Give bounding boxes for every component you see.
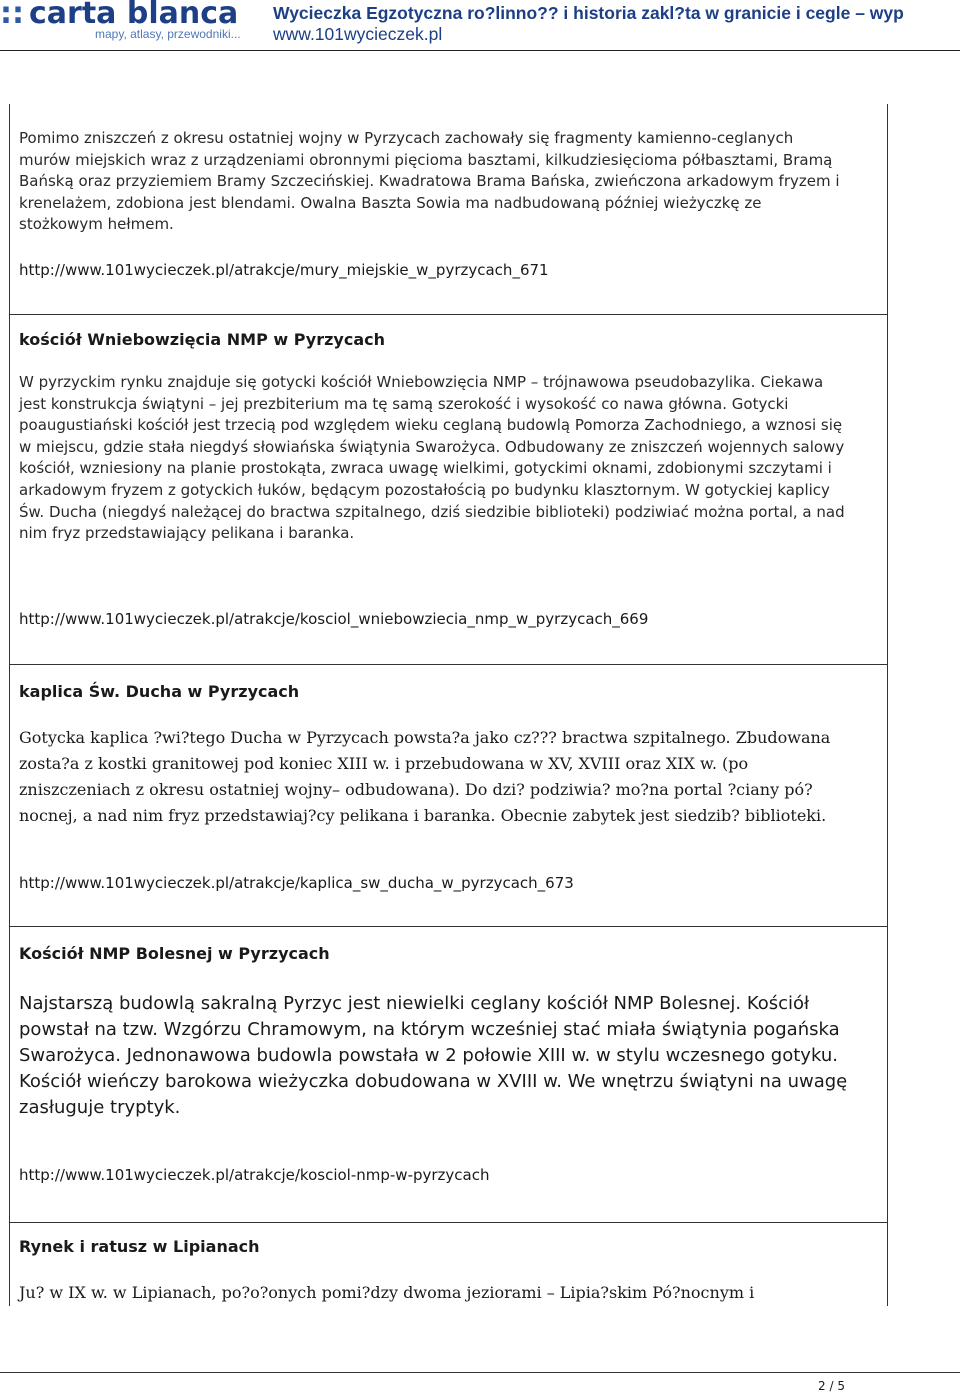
content-frame — [9, 104, 888, 1306]
section-text: Pomimo zniszczeń z okresu ostatniej wojny w Pyrzycach zachowały się fragmenty kamienno-ceglanych murów miejskich wraz z urządzeniami obronnymi pięcioma basztami, kilkudziesięcioma półbasztami, Bramą Bańską oraz przyziemiem Bramy Szczecińskiej. Kwadratowa Brama Bańska, zwieńczona arkadowym fryzem i krenelażem, zdobiona jest blendami. Owalna Baszta Sowia ma nadbudowaną później wieżyczkę ze stożkowym hełmem. — [19, 129, 840, 234]
section-mury-miejskie — [10, 104, 887, 314]
site-url[interactable]: www.101wycieczek.pl — [273, 24, 443, 44]
page-number: 2 / 5 — [818, 1379, 845, 1393]
logo-text: carta blanca — [29, 0, 239, 31]
section-kaplica-sw-ducha — [10, 664, 887, 927]
carta-blanca-logo[interactable] — [0, 0, 245, 48]
section-title: Kościół NMP Bolesnej w Pyrzycach — [19, 944, 330, 963]
section-link[interactable]: http://www.101wycieczek.pl/atrakcje/mury_miejskie_w_pyrzycach_671 — [19, 261, 549, 279]
logo-dots: :: — [0, 0, 24, 31]
section-rynek-lipiany — [10, 1222, 887, 1306]
document-title: Wycieczka Egzotyczna ro?linno?? i historia zakl?ta w granicie i cegle – wyp — [273, 3, 904, 23]
section-link[interactable]: http://www.101wycieczek.pl/atrakcje/kosciol-nmp-w-pyrzycach — [19, 1166, 490, 1184]
section-kosciol-wniebowziecia — [10, 314, 887, 665]
section-text: Najstarszą budowlą sakralną Pyrzyc jest niewielki ceglany kościół NMP Bolesnej. Kościół powstał na tzw. Wzgórzu Chramowym, na którym wcześniej stać miała świątynia pogańska Swarożyca. Jednonawowa budowla powstała w 2 połowie XIII w. w stylu wczesnego gotyku. Kościół wieńczy barokowa wieżyczka dobudowana w XVIII w. We wnętrzu świątyni na uwagę zasługuje tryptyk. — [19, 993, 848, 1118]
section-link[interactable]: http://www.101wycieczek.pl/atrakcje/kaplica_sw_ducha_w_pyrzycach_673 — [19, 874, 574, 892]
section-title: Rynek i ratusz w Lipianach — [19, 1237, 260, 1256]
page-header — [0, 0, 960, 51]
footer-rule — [0, 1372, 960, 1373]
section-text: W pyrzyckim rynku znajduje się gotycki kościół Wniebowzięcia NMP – trójnawowa pseudobazylika. Ciekawa jest konstrukcja świątyni – jej prezbiterium ma tę samą szerokość i wysokość co nawa główna. Gotycki poaugustiański kościół jest trzecią pod względem wieku ceglaną budowlą Pomorza Zachodniego, a wznosi się w miejscu, gdzie stała niegdyś słowiańska świątynia Swarożyca. Odbudowany ze zniszczeń wojennych salowy kościół, wzniesiony na planie prostokąta, zwraca uwagę wielkimi, gotyckimi oknami, zdobionymi szczytami i arkadowym fryzem z gotyckich łuków, będącym pozostałością po budynku klasztornym. W gotyckiej kaplicy Św. Ducha (niegdyś należącej do bractwa szpitalnego, dziś siedzibie biblioteki) podziwiać można portal, a nad nim fryz przedstawiający pelikana i baranka. — [19, 373, 845, 543]
section-link[interactable]: http://www.101wycieczek.pl/atrakcje/kosciol_wniebowziecia_nmp_w_pyrzycach_669 — [19, 610, 649, 628]
section-title: kaplica Św. Ducha w Pyrzycach — [19, 682, 300, 701]
section-title: kościół Wniebowzięcia NMP w Pyrzycach — [19, 330, 385, 349]
section-kosciol-nmp-bolesnej — [10, 926, 887, 1223]
section-text: Ju? w IX w. w Lipianach, po?o?onych pomi?dzy dwoma jeziorami – Lipia?skim Pó?nocnym i — [19, 1283, 755, 1302]
logo-tagline: mapy, atlasy, przewodniki... — [95, 27, 241, 41]
section-text: Gotycka kaplica ?wi?tego Ducha w Pyrzycach powsta?a jako cz??? bractwa szpitalnego. Zbudowana zosta?a z kostki granitowej pod koniec XIII w. i przebudowana w XV, XVIII oraz XIX w. (po zniszczeniach z okresu ostatniej wojny– odbudowana). Do dzi? podziwia? mo?na portal ?ciany pó?nocnej, a nad nim fryz przedstawiaj?cy pelikana i baranka. Obecnie zabytek jest siedzib? biblioteki. — [19, 728, 831, 825]
